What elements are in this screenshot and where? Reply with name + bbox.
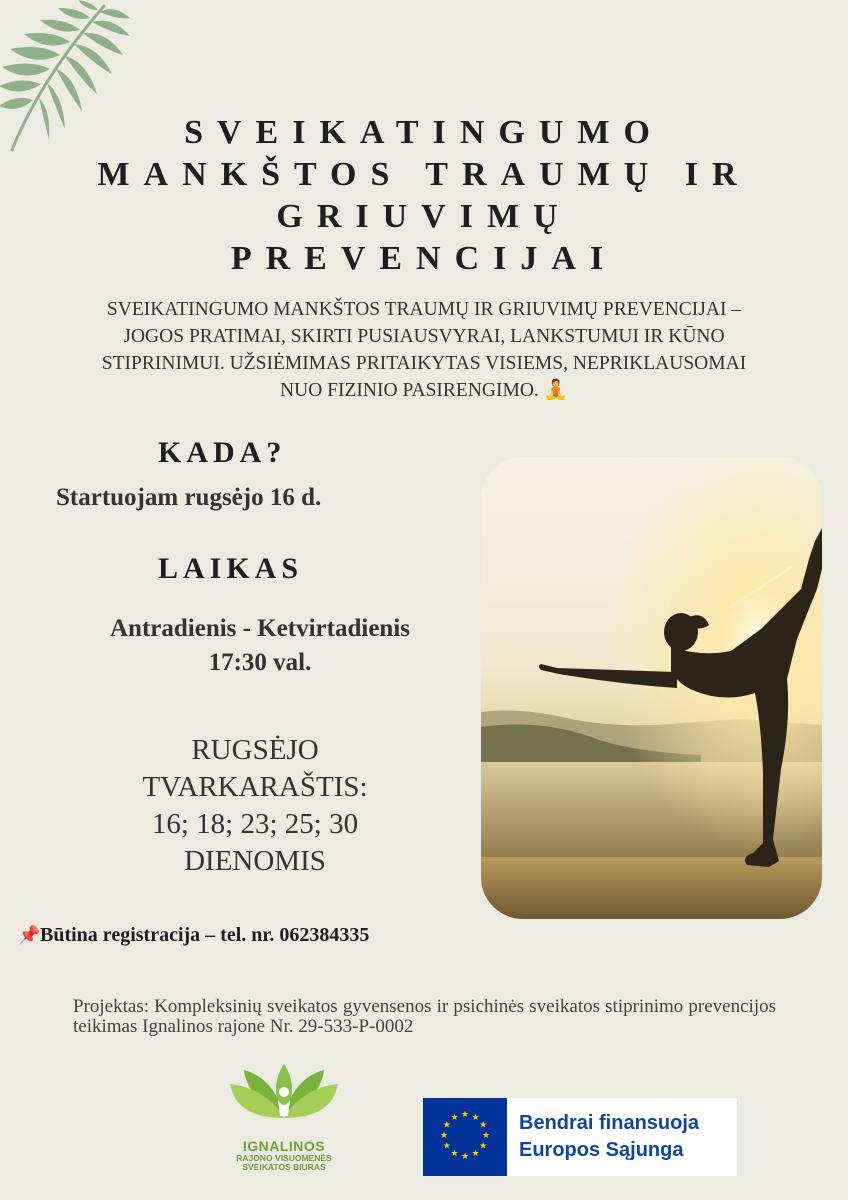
- eu-text: [507, 1110, 699, 1164]
- eu-cofunded-logo: [423, 1098, 737, 1176]
- title-line: MANKŠTOS TRAUMŲ IR: [97, 156, 751, 193]
- laikas-value: [30, 612, 490, 680]
- registration-line: [18, 924, 369, 947]
- eu-line2: Europos Sąjunga: [519, 1139, 684, 1161]
- schedule: [60, 732, 450, 880]
- laikas-time: 17:30 val.: [208, 649, 312, 676]
- svg-text:★: ★: [442, 1141, 451, 1152]
- svg-text:★: ★: [439, 1131, 449, 1141]
- intro-line: SVEIKATINGUMO MANKŠTOS TRAUMŲ IR GRIUVIMŲ PREVENCIJAI –: [106, 299, 742, 320]
- title-line: GRIUVIMŲ: [276, 198, 572, 235]
- intro-line: NUO FIZINIO PASIRENGIMO. 🧘: [280, 380, 568, 401]
- eu-flag-icon: [423, 1098, 507, 1176]
- svg-text:★: ★: [460, 1152, 470, 1162]
- svg-text:★: ★: [479, 1120, 488, 1131]
- pushpin-icon: 📌: [18, 925, 41, 945]
- schedule-line: DIENOMIS: [184, 845, 326, 877]
- kada-heading: KADA?: [158, 436, 287, 469]
- page-title: [40, 112, 808, 280]
- intro-text: [20, 296, 828, 404]
- title-line: SVEIKATINGUMO: [184, 114, 664, 151]
- logo-left-line3: SVEIKATOS BIURAS: [242, 1162, 326, 1172]
- svg-text:★: ★: [479, 1141, 488, 1152]
- intro-line: JOGOS PRATIMAI, SKIRTI PUSIAUSVYRAI, LANKSTUMUI IR KŪNO: [123, 326, 725, 347]
- svg-text:★: ★: [442, 1120, 451, 1131]
- laikas-days: Antradienis - Ketvirtadienis: [110, 615, 410, 642]
- schedule-line: 16; 18; 23; 25; 30: [151, 808, 359, 840]
- laikas-heading: LAIKAS: [158, 552, 304, 585]
- schedule-line: RUGSĖJO: [191, 734, 319, 766]
- schedule-line: TVARKARAŠTIS:: [142, 771, 368, 803]
- registration-text: Būtina registracija – tel. nr. 062384335: [40, 924, 370, 946]
- svg-text:★: ★: [450, 1149, 459, 1160]
- yoga-photo: [481, 457, 822, 919]
- svg-text:★: ★: [481, 1131, 491, 1141]
- eu-line1: Bendrai finansuoja: [519, 1112, 700, 1134]
- ignalinos-logo: [226, 1058, 342, 1174]
- title-line: PREVENCIJAI: [230, 240, 618, 277]
- svg-text:★: ★: [471, 1149, 480, 1160]
- svg-text:★: ★: [460, 1110, 470, 1120]
- lotus-icon: [226, 1058, 342, 1138]
- logo-left-line2: RAJONO VISUOMENĖS: [236, 1153, 332, 1163]
- logo-left-line1: IGNALINOS: [242, 1138, 326, 1154]
- intro-line: STIPRINIMUI. UŽSIĖMIMAS PRITAIKYTAS VISIEMS, NEPRIKLAUSOMAI: [101, 353, 747, 374]
- svg-text:★: ★: [471, 1112, 480, 1123]
- project-text: Projektas: Kompleksinių sveikatos gyvensenos ir psichinės sveikatos stiprinimo prevencijos teikimas Ignalinos rajone Nr. 29-533-P-0002: [73, 996, 776, 1037]
- svg-text:★: ★: [450, 1112, 459, 1123]
- kada-value: Startuojam rugsėjo 16 d.: [56, 484, 322, 511]
